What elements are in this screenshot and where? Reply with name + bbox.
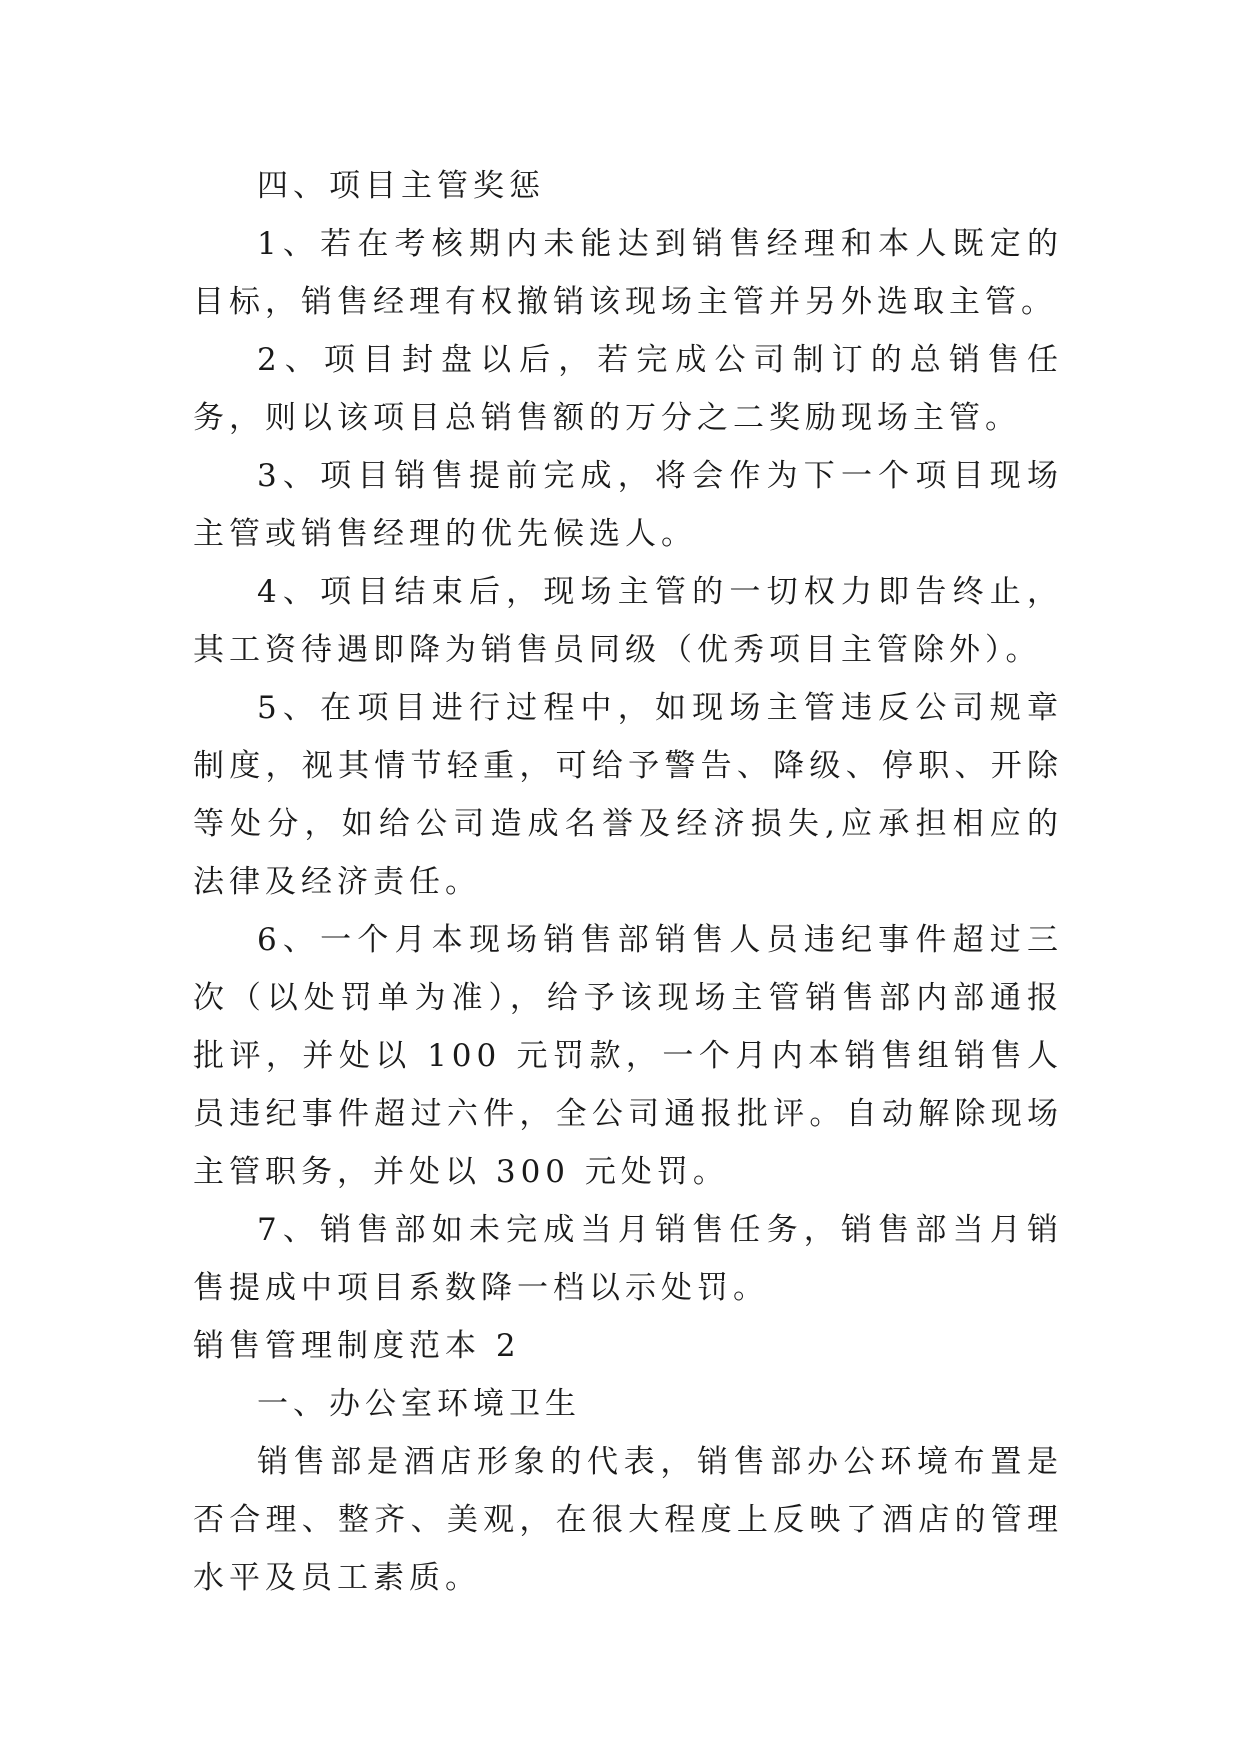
section-heading: 四、项目主管奖惩 xyxy=(257,168,545,204)
document-title: 销售管理制度范本 2 xyxy=(193,1328,521,1364)
paragraph: 销售部是酒店形象的代表，销售部办公环境布置是否合理、整齐、美观，在很大程度上反映了酒店的管理水平及员工素质。 xyxy=(193,1444,1063,1596)
section-heading: 一、办公室环境卫生 xyxy=(257,1386,581,1422)
paragraph: 1、若在考核期内未能达到销售经理和本人既定的目标，销售经理有权撤销该现场主管并另外选取主管。 xyxy=(193,226,1063,320)
document-body xyxy=(193,157,1063,1607)
paragraph: 5、在项目进行过程中，如现场主管违反公司规章制度，视其情节轻重，可给予警告、降级、停职、开除等处分，如给公司造成名誉及经济损失,应承担相应的法律及经济责任。 xyxy=(193,690,1063,900)
paragraph: 3、项目销售提前完成，将会作为下一个项目现场主管或销售经理的优先候选人。 xyxy=(193,458,1063,552)
paragraph: 4、项目结束后，现场主管的一切权力即告终止，其工资待遇即降为销售员同级（优秀项目主管除外）。 xyxy=(193,574,1063,668)
paragraph: 2、项目封盘以后，若完成公司制订的总销售任务，则以该项目总销售额的万分之二奖励现场主管。 xyxy=(193,342,1063,436)
paragraph: 6、一个月本现场销售部销售人员违纪事件超过三次（以处罚单为准），给予该现场主管销售部内部通报批评，并处以 100 元罚款，一个月内本销售组销售人员违纪事件超过六件，全公司通报批评。自动解除现场主管职务，并处以 300 元处罚。 xyxy=(193,922,1063,1190)
paragraph: 7、销售部如未完成当月销售任务，销售部当月销售提成中项目系数降一档以示处罚。 xyxy=(193,1212,1063,1306)
